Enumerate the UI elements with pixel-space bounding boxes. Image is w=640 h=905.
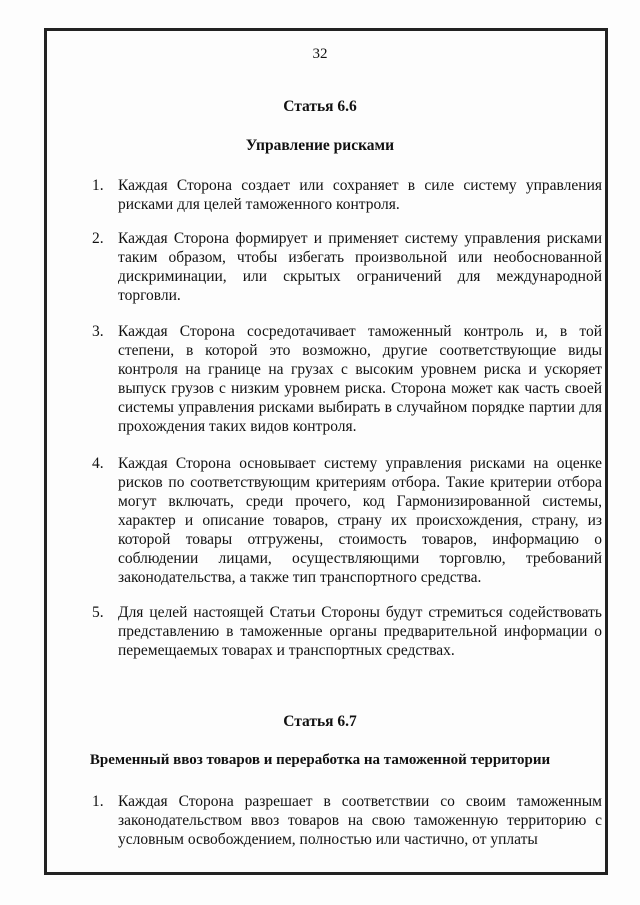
item-number: 5. <box>92 604 104 621</box>
item-text: Каждая Сторона сосредотачивает таможенный контроль и, в той степени, в которой это возможно, другие соответствующие виды контроля на границе на грузах с высоким уровнем риска и ускоряет выпуск грузов с низким уровнем риска. Сторона может как часть своей системы управления рисками выбирать в случайном порядке партии для прохождения таких видов контроля. <box>118 323 602 435</box>
item-text: Каждая Сторона основывает систему управления рисками на оценке рисков по соответствующим критериям отбора. Такие критерии отбора могут включать, среди прочего, код Гармонизированной системы, характер и описание товаров, страну их происхождения, страну, из которой товары отгружены, стоимость товаров, информацию о соблюдении лицами, осуществляющими торговлю, требований законодательства, а также тип транспортного средства. <box>118 455 602 586</box>
page-number: 32 <box>312 46 328 62</box>
item-number: 1. <box>92 793 104 810</box>
page-border <box>44 28 608 875</box>
article-6-6-title: Статья 6.6 <box>283 98 357 115</box>
article-6-6-heading: Управление рисками <box>245 137 395 154</box>
item-text: Каждая Сторона формирует и применяет систему управления рисками таким образом, чтобы избегать произвольной или необоснованной дискриминации, или скрытых ограничений для международной торговли. <box>118 230 602 304</box>
item-number: 3. <box>92 323 104 340</box>
article-6-7-title: Статья 6.7 <box>283 713 357 730</box>
item-text: Для целей настоящей Статьи Стороны будут стремиться содействовать представлению в таможенные органы предварительной информации о перемещаемых товарах и транспортных средствах. <box>118 604 602 659</box>
article-6-6-item-1 <box>92 176 602 214</box>
article-6-7-heading: Временный ввоз товаров и переработка на таможенной территории <box>89 752 551 768</box>
item-number: 1. <box>92 177 104 194</box>
article-6-6-item-4 <box>92 454 602 587</box>
item-text: Каждая Сторона создает или сохраняет в силе систему управления рисками для целей таможенного контроля. <box>118 177 602 213</box>
article-6-6-item-5 <box>92 603 602 660</box>
item-number: 2. <box>92 230 104 247</box>
article-6-6-item-3 <box>92 322 602 436</box>
item-number: 4. <box>92 455 104 472</box>
article-6-7-item-1 <box>92 792 602 849</box>
item-text: Каждая Сторона разрешает в соответствии со своим таможенным законодательством ввоз товаров на свою таможенную территорию с условным освобождением, полностью или частично, от уплаты <box>118 793 602 848</box>
article-6-6-item-2 <box>92 229 602 305</box>
